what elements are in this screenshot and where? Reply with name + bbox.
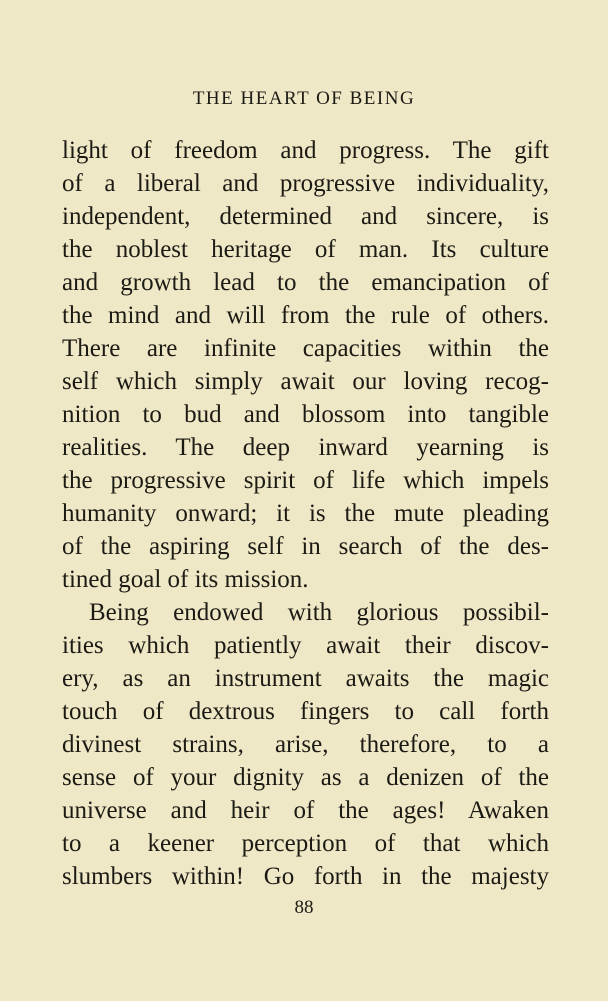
text-line: the mind and will from the rule of others. xyxy=(62,302,549,329)
text-line: of the aspiring self in search of the des- xyxy=(62,533,549,560)
text-line: self which simply await our loving recog- xyxy=(62,368,549,395)
text-line: light of freedom and progress. The gift xyxy=(62,137,549,164)
text-line: There are infinite capacities within the xyxy=(62,335,549,362)
text-line: divinest strains, arise, therefore, to a xyxy=(62,731,549,758)
text-line-paragraph-end: tined goal of its mission. xyxy=(62,566,309,593)
text-line: the progressive spirit of life which impels xyxy=(62,467,549,494)
text-line: universe and heir of the ages! Awaken xyxy=(62,797,549,824)
page-number: 88 xyxy=(294,897,314,918)
text-line: ities which patiently await their discov- xyxy=(62,632,549,659)
running-header: THE HEART OF BEING xyxy=(192,88,416,109)
text-line: touch of dextrous fingers to call forth xyxy=(62,698,549,725)
text-line: slumbers within! Go forth in the majesty xyxy=(62,863,549,890)
text-line: of a liberal and progressive individuality, xyxy=(62,170,549,197)
text-line: ery, as an instrument awaits the magic xyxy=(62,665,549,692)
body-text xyxy=(62,134,549,893)
text-line: sense of your dignity as a denizen of the xyxy=(62,764,549,791)
text-line: to a keener perception of that which xyxy=(62,830,549,857)
text-line: realities. The deep inward yearning is xyxy=(62,434,549,461)
text-line: nition to bud and blossom into tangible xyxy=(62,401,549,428)
text-line: humanity onward; it is the mute pleading xyxy=(62,500,549,527)
text-line: independent, determined and sincere, is xyxy=(62,203,549,230)
text-line-paragraph-start: Being endowed with glorious possibil- xyxy=(89,599,549,626)
text-line: and growth lead to the emancipation of xyxy=(62,269,549,296)
text-line: the noblest heritage of man. Its culture xyxy=(62,236,549,263)
